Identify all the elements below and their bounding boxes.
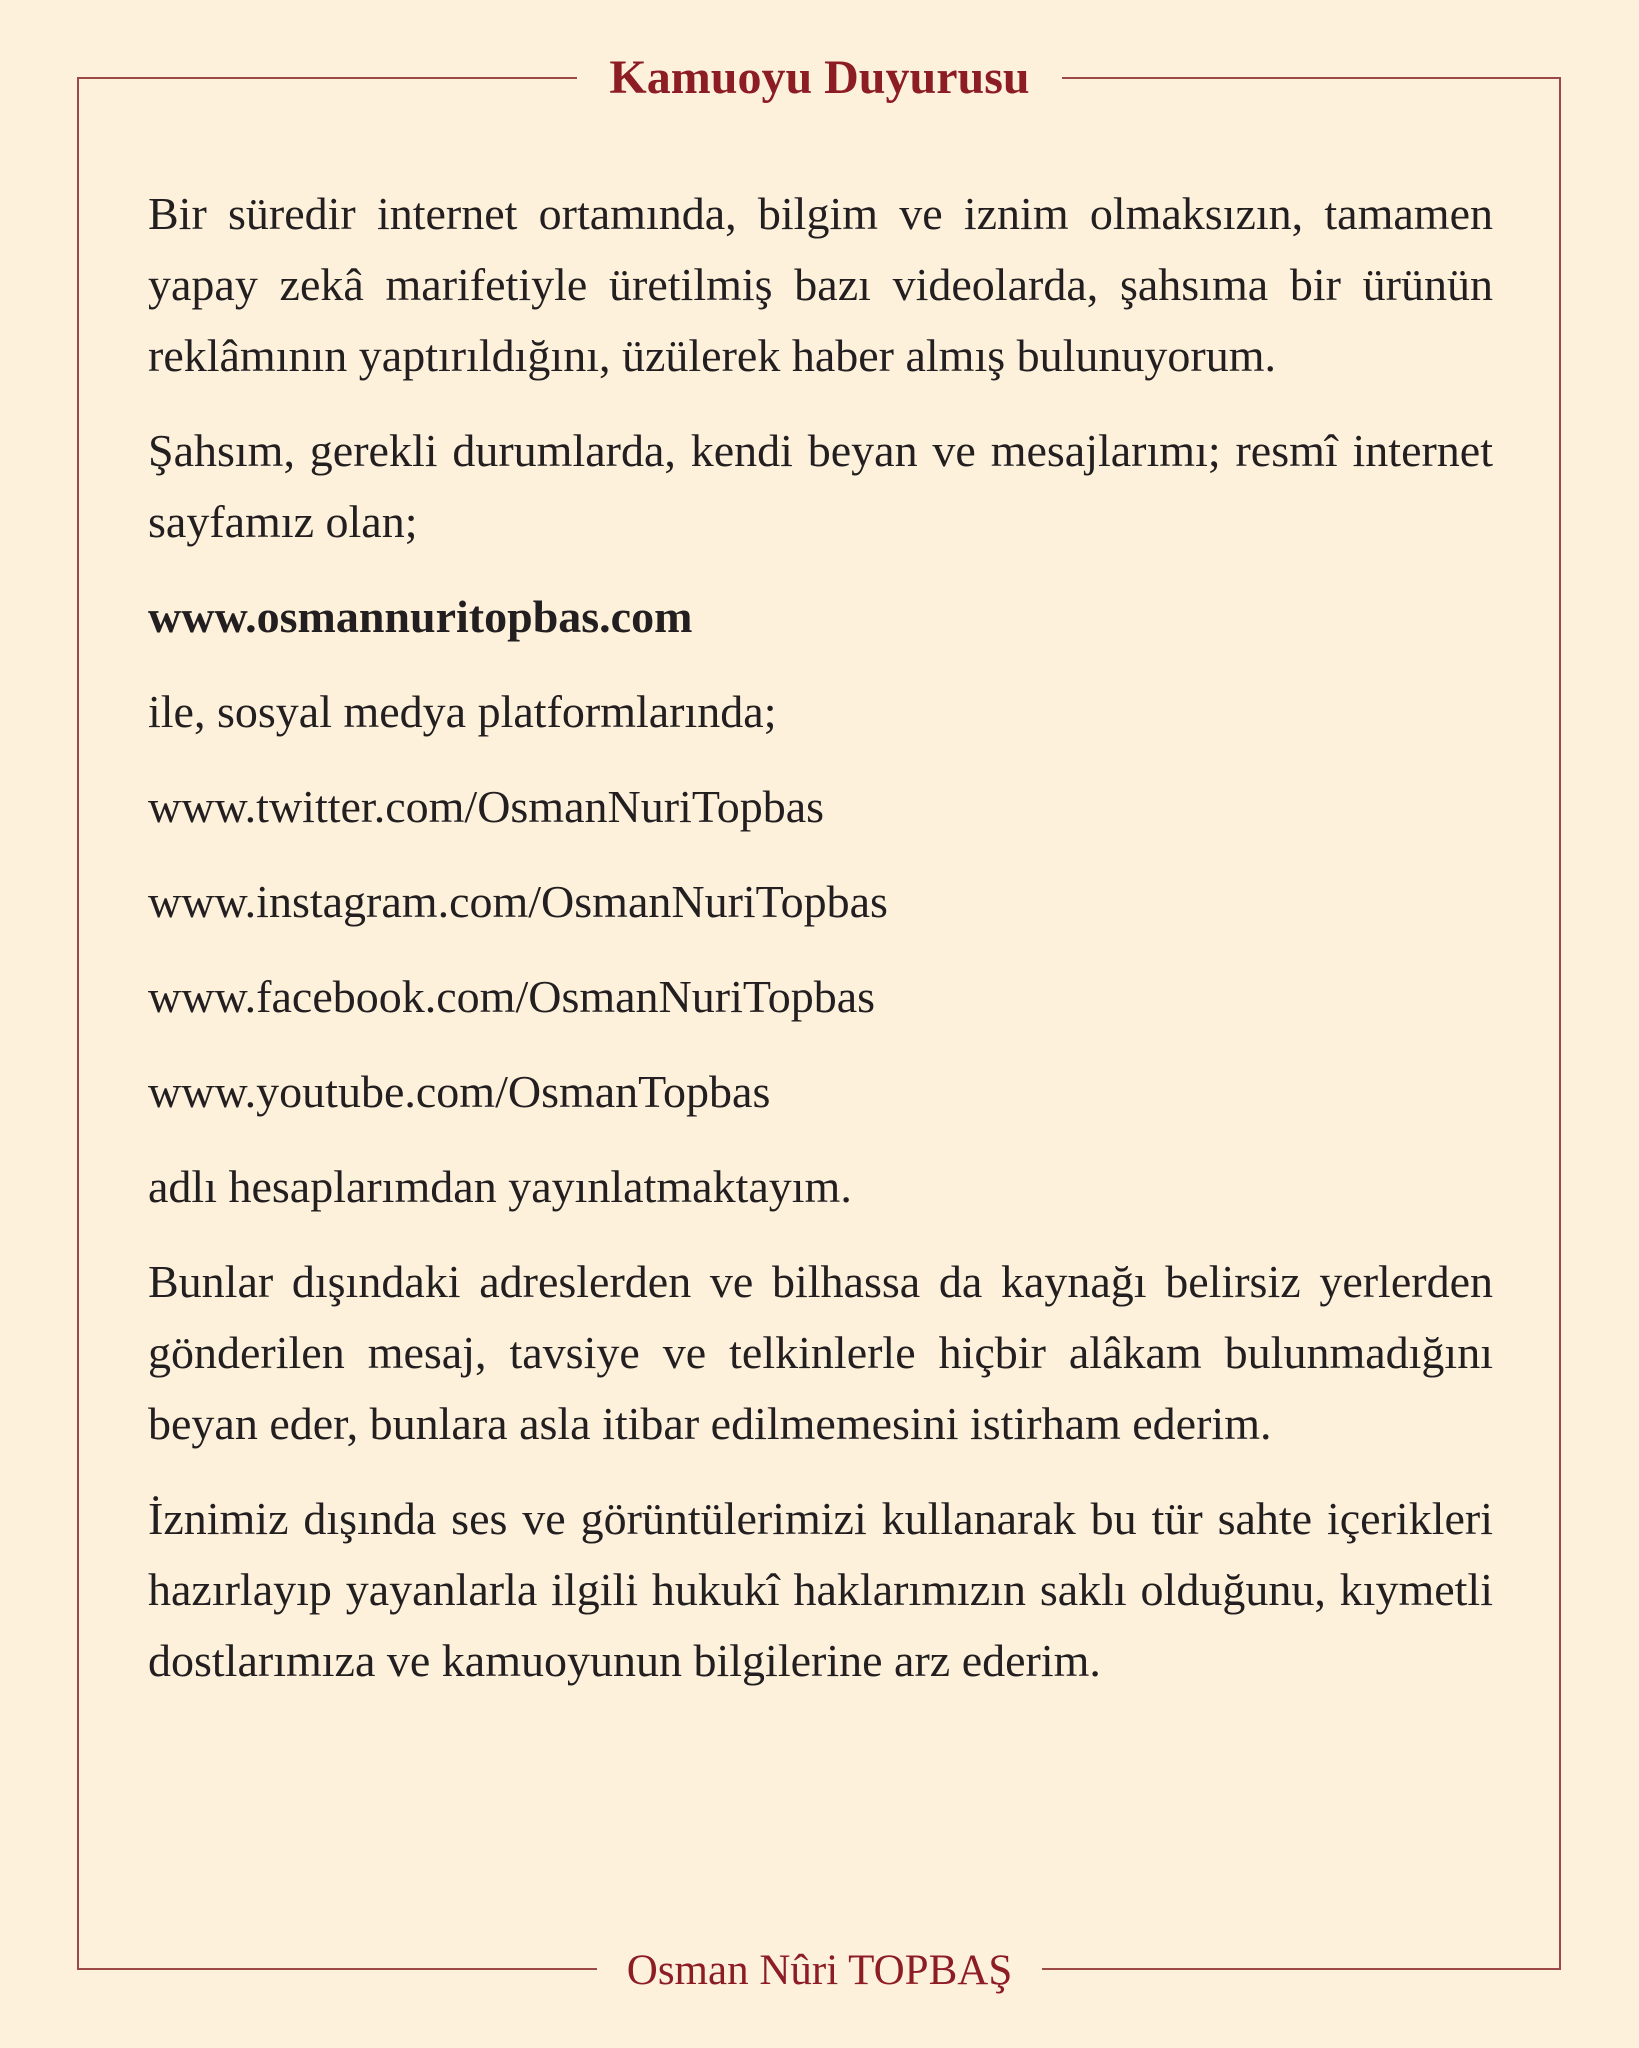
announcement-body <box>148 178 1493 1720</box>
page-title: Kamuoyu Duyurusu <box>577 48 1061 108</box>
signature: Osman Nûri TOPBAŞ <box>597 1945 1042 1997</box>
youtube-link[interactable]: www.youtube.com/OsmanTopbas <box>148 1066 771 1117</box>
facebook-link[interactable]: www.facebook.com/OsmanNuriTopbas <box>148 971 876 1022</box>
paragraph-disclaimer: Bunlar dışındaki adreslerden ve bilhassa da kaynağı belirsiz yerlerden gönderilen mesaj, tavsiye ve telkinlerle hiçbir alâkam bulunmadığını beyan eder, bunlara asla itibar edilmemesini istirham ederim. <box>148 1256 1493 1449</box>
social-intro-text: ile, sosyal medya platformlarında; <box>148 686 777 737</box>
paragraph-intro: Bir süredir internet ortamında, bilgim ve iznim olmaksızın, tamamen yapay zekâ marifetiyle üretilmiş bazı videolarda, şahsıma bir ürünün reklâmının yaptırıldığını, üzülerek haber almış bulunuyorum. <box>148 188 1493 381</box>
paragraph-official-channels: Şahsım, gerekli durumlarda, kendi beyan ve mesajlarımı; resmî internet sayfamız olan; <box>148 425 1493 547</box>
paragraph-legal-notice: İznimiz dışında ses ve görüntülerimizi kullanarak bu tür sahte içerikleri hazırlayıp yayanlarla ilgili hukukî haklarımızın saklı olduğunu, kıymetli dostlarımıza ve kamuoyunun bilgilerine arz ederim. <box>148 1493 1493 1686</box>
signature-wrap <box>0 1945 1639 1997</box>
twitter-link[interactable]: www.twitter.com/OsmanNuriTopbas <box>148 781 825 832</box>
social-outro-text: adlı hesaplarımdan yayınlatmaktayım. <box>148 1161 852 1212</box>
instagram-link[interactable]: www.instagram.com/OsmanNuriTopbas <box>148 876 888 927</box>
official-website-link[interactable]: www.osmannuritopbas.com <box>148 591 693 642</box>
